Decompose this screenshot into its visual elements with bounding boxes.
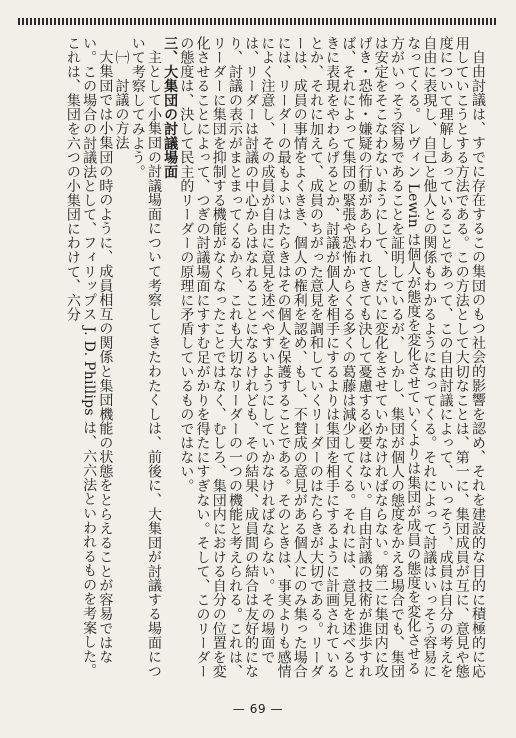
section-heading: 三、大集団の討議場面: [162, 36, 179, 179]
page-number: — 69 —: [232, 702, 284, 716]
subsection-heading: ㈠ 討議の方法: [113, 50, 130, 150]
top-border-rule: [18, 18, 498, 25]
subsection-paragraph: 大集団では小集団の時のように、成員相互の関係と集団機能の状態をとらえることが容易ではない。この場合の討議法として、フィリップス J. D. Phillips は、六六法といわれるものを考案した。これは、集団を六つの小集団にわけて、六分: [64, 36, 114, 678]
body-paragraph: 自由討議は、すでに存在するこの集団のもつ社会的影響を認め、それを建設的な目的に積極的に応用していこうとする方法である。この方法として大切なことは、第一に、集団成員が互に、意見や態度について理解しあっていることであって、この自由討議によって、いっそう、成員は自分の考えを自由に表現し、自己と他人との関係もわかるようになってくる。それによって討議はいっそう容易になってくる。レヴィン Lewin は個人が態度を変化させていくよりは集団が成員の態度を変化させる方がいっそう容易であることを証明しているが、しかし、集団が個人の態度をかえる場合でも、集団は安定をそこなわないようにして、しだいに変化をさせていかなければならない。第二に集団内に攻げき・恐怖・嫌疑の行動があらわれてきても決して憂慮する必要はない。自由討議の技術が進歩すれば、それによって集団の緊張や恐怖からくる多くの葛藤は減少してくる。それには、意見を述べるときに表現をやわらげるとか、討議が個人を相手にするよりは集団を相手にするように計画されているとか、それに加えて、成員のちがった意見を調和していくリーダーのはたらきが大切である。リーダーは、成員の事情をよくきき、個人の権利を認め、もし、不賛成の意見がある個人にのみ集った場合には、リーダーの最もよいはたらきはその個人を保護することである。そのときは、事実よりも感情によく注意し、その成員が自由に意見を述べやすいようにしていかなければならない。その場面では、リーダーは討議の中心からはなれることになるけれども、その結果、成員間の結合は友好的になり、討議の表示がまとまってくるから、これも大切なリーダーの一つの機能と考えられる。これは、リーダーに集団を抑制する機能がなくなったことではなく、むしろ、集団内における自分の位置を変化させることによって、つぎの討議場面にすすむ足がかりを得たにすぎない。そして、このリーダーの態度は、決して民主的リーダーの原理に矛盾しているものではない。: [178, 36, 486, 679]
section-intro-paragraph: 主として小集団の討議場面について考察してきたわたくしは、前後に、大集団が討議する場面について考察してみよう。: [129, 36, 162, 679]
vertical-text-block: [26, 36, 486, 688]
